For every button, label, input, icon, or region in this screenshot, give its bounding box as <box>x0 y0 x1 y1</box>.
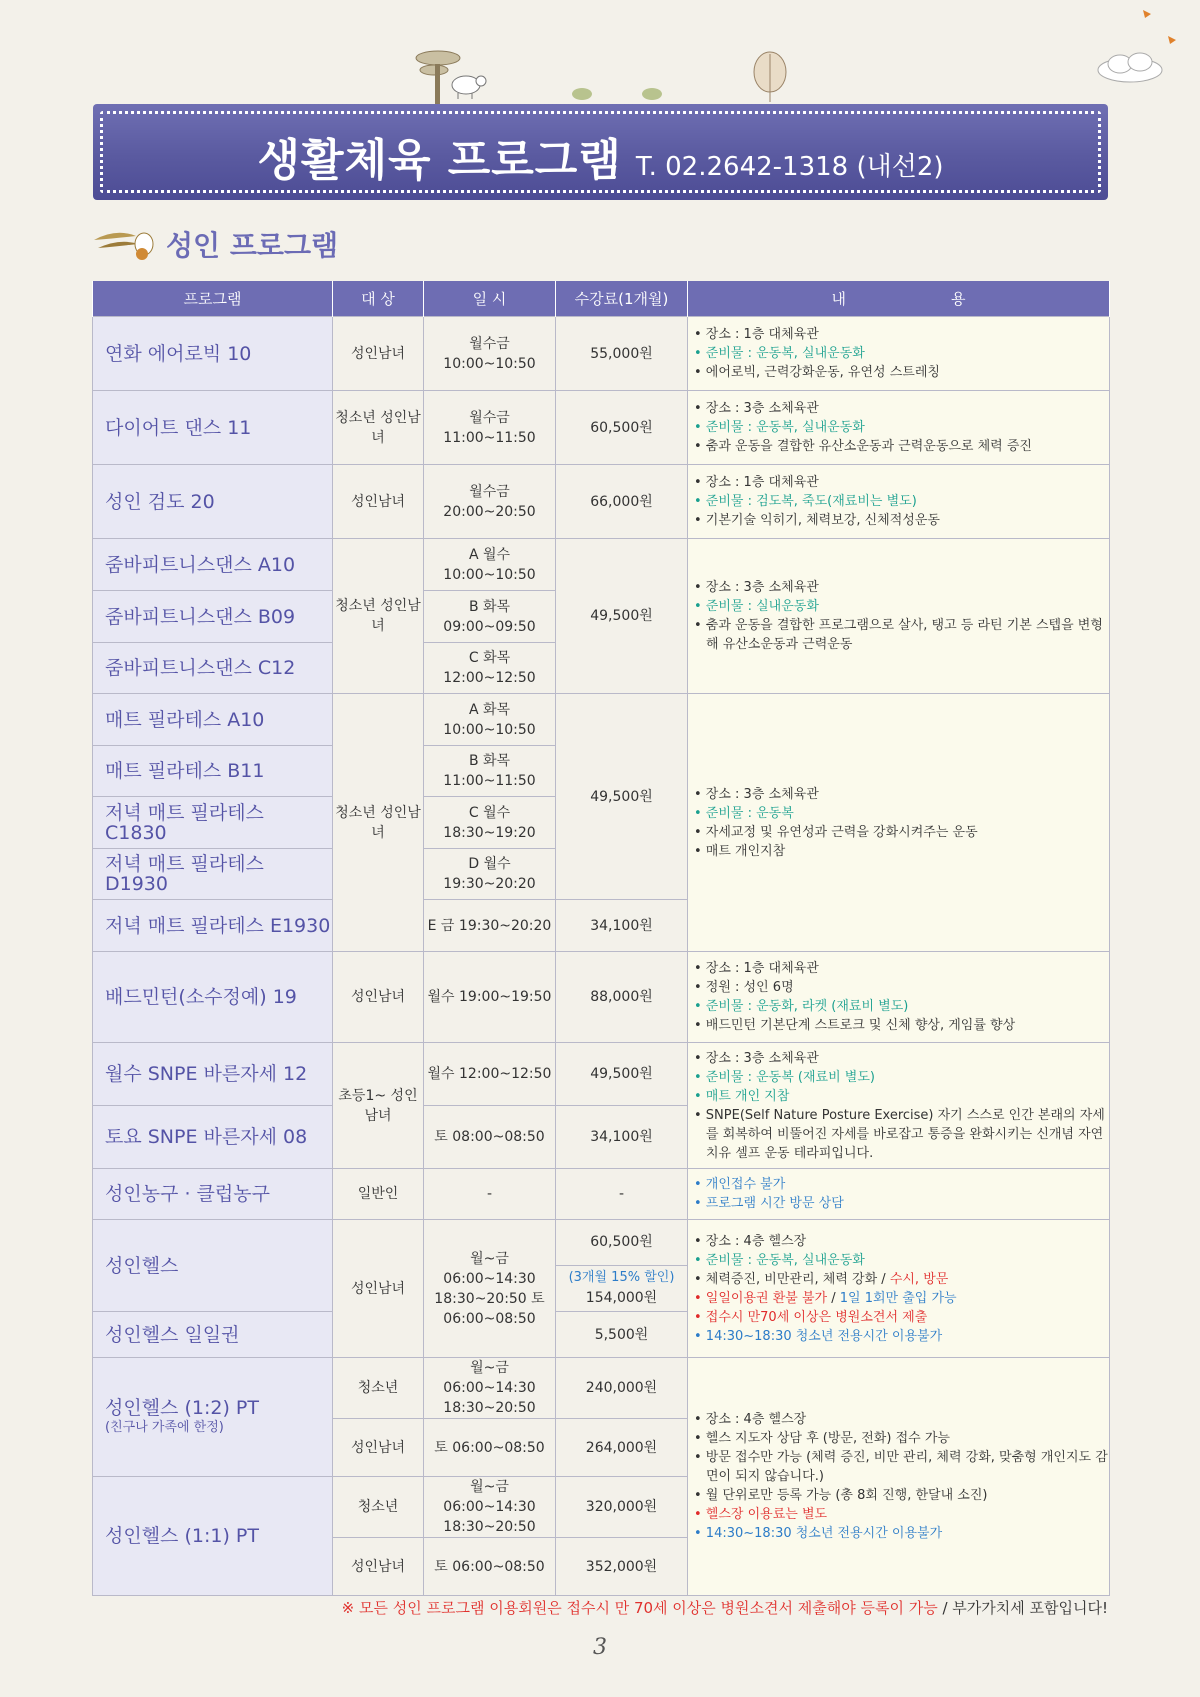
discount-note: (3개월 15% 할인) <box>568 1270 675 1285</box>
title-banner <box>93 104 1108 200</box>
section-heading <box>92 224 338 264</box>
phone-number: T. 02.2642-1318 (내선2) <box>635 152 944 182</box>
desc-line: • 장소 : 3층 소체육관 <box>694 786 819 802</box>
table-row <box>93 539 1110 591</box>
schedule: 월수 19:00~19:50 <box>424 952 556 1043</box>
description <box>688 1358 1110 1596</box>
col-header-part: 내 <box>831 290 846 308</box>
schedule: A 월수 10:00~10:50 <box>424 539 556 591</box>
fee: 352,000원 <box>556 1538 688 1596</box>
table-row <box>93 952 1110 1043</box>
schedule: 토 08:00~08:50 <box>424 1106 556 1169</box>
desc-line: • 개인접수 불가 <box>694 1177 786 1192</box>
program-name: 연화 에어로빅 10 <box>93 317 333 391</box>
target: 성인남녀 <box>333 1220 424 1358</box>
program-name: 매트 필라테스 A10 <box>93 694 333 746</box>
desc-line: • 14:30~18:30 청소년 전용시간 이용불가 <box>694 1526 943 1541</box>
program-name: 저녁 매트 필라테스 D1930 <box>93 849 333 900</box>
desc-line: • 준비물 : 운동복, 실내운동화 <box>694 346 865 361</box>
schedule: D 월수 19:30~20:20 <box>424 849 556 900</box>
desc-line <box>694 1308 1108 1327</box>
desc-line: • 장소 : 1층 대체육관 <box>694 961 819 976</box>
desc-line: • 준비물 : 운동복, 실내운동화 <box>694 420 865 435</box>
desc-line: • 장소 : 3층 소체육관 <box>694 580 819 595</box>
fee: 66,000원 <box>556 465 688 539</box>
table-header-row <box>93 281 1110 317</box>
col-header: 수강료(1개월) <box>556 281 688 317</box>
description <box>688 539 1110 694</box>
desc-line <box>694 1289 1108 1308</box>
desc-text: • 체력증진, 비만관리, 체력 강화 / <box>694 1271 890 1287</box>
section-leaf-icon <box>92 226 156 262</box>
fee: 264,000원 <box>556 1419 688 1477</box>
program-subtitle: (친구나 가족에 한정) <box>105 1420 224 1435</box>
col-header <box>688 281 1110 317</box>
schedule: 월수금 11:00~11:50 <box>424 391 556 465</box>
schedule: 월수 12:00~12:50 <box>424 1043 556 1106</box>
desc-line: • 장소 : 3층 소체육관 <box>694 401 819 416</box>
desc-text: 1일 1회만 출입 가능 <box>839 1290 957 1306</box>
table-row <box>93 391 1110 465</box>
schedule: C 화목 12:00~12:50 <box>424 643 556 694</box>
discount-fee: 154,000원 <box>585 1290 658 1306</box>
target: 성인남녀 <box>333 1419 424 1477</box>
target: 청소년 <box>333 1477 424 1538</box>
fee: 320,000원 <box>556 1477 688 1538</box>
desc-line: • 기본기술 익히기, 체력보강, 신체적성운동 <box>694 513 940 528</box>
desc-line: • 춤과 운동을 결합한 유산소운동과 근력운동으로 체력 증진 <box>694 439 1032 454</box>
program-name: 저녁 매트 필라테스 E1930 <box>93 900 333 952</box>
fee: 88,000원 <box>556 952 688 1043</box>
table-row <box>93 694 1110 746</box>
description <box>688 694 1110 952</box>
table-row <box>93 465 1110 539</box>
desc-line <box>694 1270 1108 1289</box>
target: 성인남녀 <box>333 465 424 539</box>
program-name: 줌바피트니스댄스 A10 <box>93 539 333 591</box>
program-name: 토요 SNPE 바른자세 08 <box>93 1106 333 1169</box>
program-name: 줌바피트니스댄스 B09 <box>93 591 333 643</box>
desc-text: 수시, 방문 <box>889 1271 949 1287</box>
fee: 34,100원 <box>556 1106 688 1169</box>
description <box>688 465 1110 539</box>
cloud-icon <box>1094 50 1166 84</box>
desc-line: • 자세교정 및 유연성과 근력을 강화시켜주는 운동 <box>694 824 978 840</box>
program-name: 성인헬스 <box>93 1220 333 1312</box>
desc-line: • 프로그램 시간 방문 상담 <box>694 1196 844 1211</box>
desc-line: • 춤과 운동을 결합한 프로그램으로 살사, 탱고 등 라틴 기본 스텝을 변형해 유산소운동과 근력운동 <box>694 618 1103 652</box>
footnote <box>342 1597 1108 1618</box>
program-name: 줌바피트니스댄스 C12 <box>93 643 333 694</box>
schedule: 월수금 10:00~10:50 <box>424 317 556 391</box>
fee-cell <box>556 1220 688 1312</box>
desc-line: • 장소 : 4층 헬스장 <box>694 1412 807 1427</box>
desc-line: • 매트 개인 지참 <box>694 1088 790 1104</box>
desc-line: • 14:30~18:30 청소년 전용시간 이용불가 <box>694 1328 943 1344</box>
target: 청소년 성인남녀 <box>333 539 424 694</box>
desc-line: • 장소 : 1층 대체육관 <box>694 327 819 342</box>
desc-line: • 에어로빅, 근력강화운동, 유연성 스트레칭 <box>694 365 940 380</box>
description <box>688 1169 1110 1220</box>
description <box>688 1043 1110 1169</box>
sheep-icon <box>448 70 488 100</box>
target: 청소년 성인남녀 <box>333 694 424 952</box>
table-row <box>93 1043 1110 1106</box>
desc-line: • 준비물 : 실내운동화 <box>694 599 819 614</box>
desc-text: / <box>827 1290 840 1306</box>
target: 성인남녀 <box>333 1538 424 1596</box>
fee: - <box>556 1169 688 1220</box>
target: 청소년 <box>333 1358 424 1419</box>
desc-line: • 배드민턴 기본단계 스트로크 및 신체 향상, 게임률 향상 <box>694 1018 1016 1033</box>
fee: 5,500원 <box>556 1312 688 1358</box>
footnote-vat: / 부가가치세 포함입니다! <box>937 1599 1108 1617</box>
program-name: 성인헬스 (1:1) PT <box>93 1477 333 1596</box>
desc-line: • 헬스 지도자 상담 후 (방문, 전화) 접수 가능 <box>694 1431 950 1446</box>
schedule: 월~금 06:00~14:30 18:30~20:50 토 06:00~08:50 <box>424 1220 556 1358</box>
footnote-mark: ※ <box>341 1599 355 1617</box>
schedule: C 월수 18:30~19:20 <box>424 797 556 849</box>
col-header: 프로그램 <box>93 281 333 317</box>
schedule: 토 06:00~08:50 <box>424 1538 556 1596</box>
target: 초등1~ 성인남녀 <box>333 1043 424 1169</box>
schedule: 월~금 06:00~14:30 18:30~20:50 <box>424 1358 556 1419</box>
table-row <box>93 317 1110 391</box>
program-name: 저녁 매트 필라테스 C1830 <box>93 797 333 849</box>
desc-line: • 정원 : 성인 6명 <box>694 980 794 995</box>
desc-line: • 월 단위로만 등록 가능 (총 8회 진행, 한달내 소진) <box>694 1488 988 1503</box>
desc-line: • 준비물 : 운동복, 실내운동화 <box>694 1252 865 1268</box>
description <box>688 317 1110 391</box>
target: 일반인 <box>333 1169 424 1220</box>
col-header-part: 용 <box>951 290 966 308</box>
desc-line: • 준비물 : 운동화, 라켓 (재료비 별도) <box>694 999 909 1014</box>
schedule: B 화목 11:00~11:50 <box>424 746 556 797</box>
program-title: 성인헬스 (1:2) PT <box>105 1397 259 1419</box>
target: 성인남녀 <box>333 952 424 1043</box>
desc-text: • 일일이용권 환불 불가 <box>694 1290 828 1306</box>
desc-line: • 헬스장 이용료는 별도 <box>694 1507 828 1522</box>
desc-line: • 방문 접수만 가능 (체력 증진, 비만 관리, 체력 강화, 맞춤형 개인지도 감면이 되지 않습니다.) <box>694 1450 1108 1484</box>
table-row <box>93 1358 1110 1419</box>
desc-line: • 준비물 : 운동복 <box>694 805 794 821</box>
col-header: 일 시 <box>424 281 556 317</box>
desc-line: • 준비물 : 운동복 (재료비 별도) <box>694 1069 875 1085</box>
description <box>688 952 1110 1043</box>
fee: 49,500원 <box>556 1043 688 1106</box>
program-name: 매트 필라테스 B11 <box>93 746 333 797</box>
table-row <box>93 1169 1110 1220</box>
fee: 60,500원 <box>556 391 688 465</box>
program-name: 성인헬스 일일권 <box>93 1312 333 1358</box>
leaf-icon <box>570 86 594 102</box>
program-name: 배드민턴(소수정예) 19 <box>93 952 333 1043</box>
schedule: B 화목 09:00~09:50 <box>424 591 556 643</box>
desc-line: • 장소 : 3층 소체육관 <box>694 1050 819 1066</box>
program-name <box>93 1358 333 1477</box>
table-row <box>93 1220 1110 1312</box>
footnote-warning: 모든 성인 프로그램 이용회원은 접수시 만 70세 이상은 병원소견서 제출해야 등록이 가능 <box>359 1599 938 1617</box>
fee-discount <box>556 1266 687 1311</box>
section-title: 성인 프로그램 <box>166 229 339 262</box>
page-title: 생활체육 프로그램 <box>257 135 622 186</box>
target: 청소년 성인남녀 <box>333 391 424 465</box>
target: 성인남녀 <box>333 317 424 391</box>
bird-icon <box>1138 2 1188 52</box>
desc-line: • 매트 개인지참 <box>694 843 786 859</box>
fee: 34,100원 <box>556 900 688 952</box>
fee: 49,500원 <box>556 539 688 694</box>
desc-line: • 장소 : 1층 대체육관 <box>694 475 819 490</box>
description <box>688 391 1110 465</box>
program-name: 성인농구 · 클럽농구 <box>93 1169 333 1220</box>
schedule: E 금 19:30~20:20 <box>424 900 556 952</box>
desc-text: • 접수시 만70세 이상은 <box>694 1309 836 1325</box>
leaf-icon <box>640 86 664 102</box>
fee: 55,000원 <box>556 317 688 391</box>
program-name: 성인 검도 20 <box>93 465 333 539</box>
fee: 49,500원 <box>556 694 688 900</box>
page-number: 3 <box>593 1635 607 1660</box>
col-header: 대 상 <box>333 281 424 317</box>
description <box>688 1220 1110 1358</box>
program-name: 월수 SNPE 바른자세 12 <box>93 1043 333 1106</box>
schedule: 월~금 06:00~14:30 18:30~20:50 <box>424 1477 556 1538</box>
program-table <box>92 281 1110 1596</box>
desc-line: • 장소 : 4층 헬스장 <box>694 1233 807 1249</box>
desc-line: • 준비물 : 검도복, 죽도(재료비는 별도) <box>694 494 917 509</box>
acorn-icon <box>750 50 790 102</box>
desc-text: 병원소견서 제출 <box>835 1309 928 1325</box>
schedule: 토 06:00~08:50 <box>424 1419 556 1477</box>
schedule: - <box>424 1169 556 1220</box>
desc-line: • SNPE(Self Nature Posture Exercise) 자기 스스로 인간 본래의 자세를 회복하여 비뚤어진 자세를 바로잡고 통증을 완화시키는 신개념 자연 치유 셀프 운동 테라피입니다. <box>694 1107 1105 1161</box>
fee: 240,000원 <box>556 1358 688 1419</box>
fee: 60,500원 <box>556 1220 687 1266</box>
program-name: 다이어트 댄스 11 <box>93 391 333 465</box>
schedule: A 화목 10:00~10:50 <box>424 694 556 746</box>
schedule: 월수금 20:00~20:50 <box>424 465 556 539</box>
